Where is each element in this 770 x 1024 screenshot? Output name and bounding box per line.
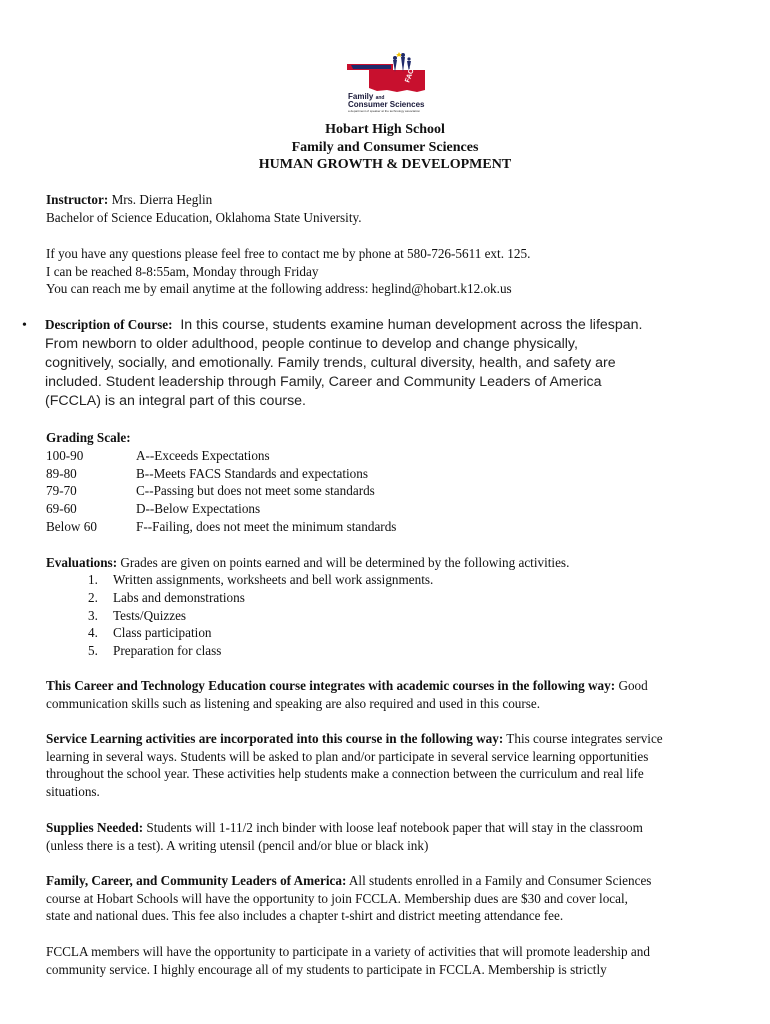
department-name: Family and Consumer Sciences xyxy=(291,140,479,155)
course-description: Description of Course: In this course, students examine human development across the lifespan. From newborn to older adulthood, people continue to develop and change physically, cognitively, socially, and emotionally. Family trends, cultural diversity, health, and safety are included. Student leadership through Family, Career and Community Leaders of America (FCCLA) is an integral part of this course. xyxy=(45,317,643,409)
school-name: Hobart High School xyxy=(325,122,445,137)
instructor-line xyxy=(46,191,736,209)
bullet-icon: • xyxy=(22,318,27,333)
instructor-name: Mrs. Dierra Heglin xyxy=(108,192,213,207)
list-item: 3. Tests/Quizzes xyxy=(88,608,187,623)
fccla-members-paragraph: FCCLA members will have the opportunity to participate in a variety of activities that will promote leadership and community service. I highly encourage all of my students to participate in FCCLA. Membership is strictly xyxy=(46,944,650,977)
svg-text:FACS: FACS xyxy=(404,63,418,84)
grading-scale-title: Grading Scale: xyxy=(46,430,131,445)
fccla-paragraph: Family, Career, and Community Leaders of America: All students enrolled in a Family and Consumer Sciences course at Hobart Schools will have the opportunity to join FCCLA. Membership dues are $30 and cover local, state and national dues. This fee also includes a chapter t-shirt and district meeting attendance fee. xyxy=(46,873,652,924)
contact-hours: I can be reached 8-8:55am, Monday through Friday xyxy=(46,264,319,279)
list-item: 2. Labs and demonstrations xyxy=(88,590,245,605)
evaluations-intro: Evaluations: Grades are given on points earned and will be determined by the following activities. xyxy=(46,555,570,570)
grade-row: 100-90 A--Exceeds Expectations xyxy=(46,448,270,463)
description-label: Description of Course: xyxy=(45,317,173,332)
grade-row: 69-60 D--Below Expectations xyxy=(46,501,261,516)
logo-family-text: Family and xyxy=(348,92,385,101)
grade-row: Below 60 F--Failing, does not meet the minimum standards xyxy=(46,519,397,534)
list-item: 5. Preparation for class xyxy=(88,643,222,658)
grade-row: 89-80 B--Meets FACS Standards and expectations xyxy=(46,466,368,481)
instructor-degree: Bachelor of Science Education, Oklahoma State University. xyxy=(46,210,362,225)
list-item: 1. Written assignments, worksheets and bell work assignments. xyxy=(88,572,434,587)
contact-phone: If you have any questions please feel free to contact me by phone at 580-726-5611 ext. 125. xyxy=(46,246,531,261)
facs-logo xyxy=(343,50,427,116)
list-item: 4. Class participation xyxy=(88,625,212,640)
contact-email: You can reach me by email anytime at the following address: heglind@hobart.k12.ok.us xyxy=(46,281,512,296)
service-learning-paragraph: Service Learning activities are incorporated into this course in the following way: This course integrates service learning in several ways. Students will be asked to plan and/or participate in several service learning opportunities throughout the school year. These activities help students make a connection between the curriculum and real life situations. xyxy=(46,731,663,799)
cte-paragraph: This Career and Technology Education course integrates with academic courses in the following way: Good communication skills such as listening and speaking are also required and used in this course. xyxy=(46,678,648,711)
course-title: HUMAN GROWTH & DEVELOPMENT xyxy=(258,157,512,172)
oklahoma-map-icon xyxy=(343,50,427,94)
logo-tagline: a department of speaker at the technology association xyxy=(348,109,421,113)
grade-row: 79-70 C--Passing but does not meet some standards xyxy=(46,483,375,498)
supplies-paragraph: Supplies Needed: Students will 1-11/2 inch binder with loose leaf notebook paper that will stay in the classroom (unless there is a test). A writing utensil (pencil and/or blue or black ink) xyxy=(46,820,643,853)
logo-consumer-sciences-text: Consumer Sciences xyxy=(348,100,425,109)
instructor-label: Instructor: xyxy=(46,192,109,207)
